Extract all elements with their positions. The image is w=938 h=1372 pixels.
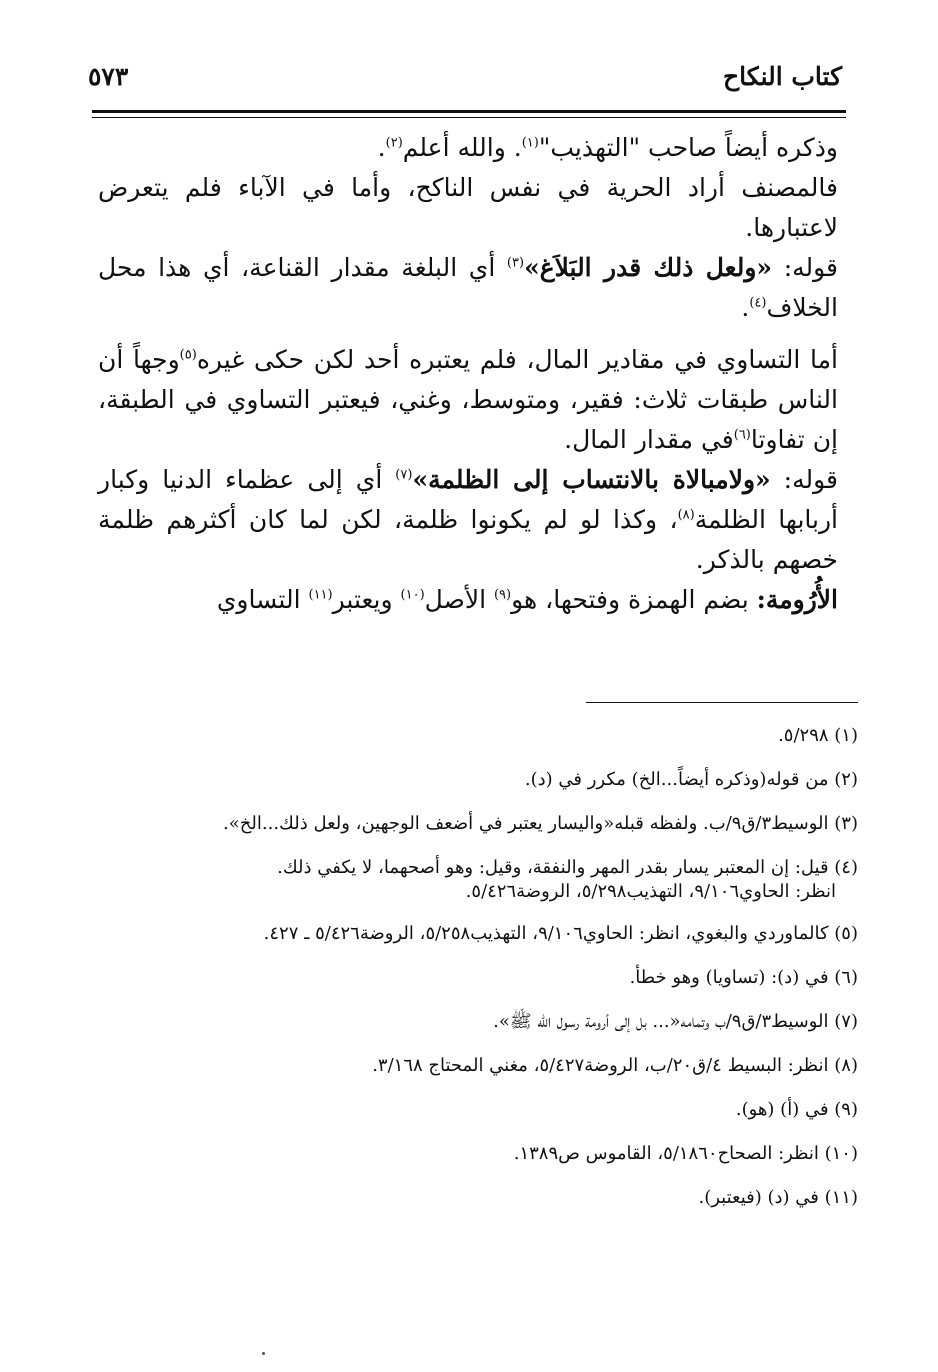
footnote-8: (٨) انظر: البسيط ٤/ق٢٠/ب، الروضة٥/٤٢٧، مغني المحتاج ٣/١٦٨. [372, 1055, 858, 1076]
paragraph-1 [98, 128, 838, 168]
paragraph-text: . والله أعلم [402, 133, 522, 162]
running-title: كتاب النكاح [723, 62, 842, 91]
paragraph-text: فالمصنف أراد الحرية في نفس الناكح، وأما في الآباء فلم يتعرض لاعتبارها. [98, 173, 838, 242]
footnote-7: (٧) الوسيط٣/ق٩/ب وتمامه«... بل إلى أرومة رسول الله ﷺ». [493, 1011, 858, 1032]
footnote-10: (١٠) انظر: الصحاح٥/١٨٦٠، القاموس ص١٣٨٩. [513, 1143, 858, 1164]
footnote-ref[interactable]: (١١) [308, 587, 333, 603]
paragraph-5 [98, 460, 838, 580]
footnote-ref[interactable]: (٣) [506, 255, 525, 271]
paragraph-6 [98, 580, 838, 620]
scan-speck [262, 1352, 265, 1355]
header-rule-thick [92, 110, 846, 113]
quoted-matn: «ولعل ذلك قدر البَلاَغ» [524, 253, 773, 282]
main-text [98, 128, 838, 620]
footnote-ref[interactable]: (٢) [385, 135, 403, 151]
footnote-11: (١١) في (د) (فيعتبر). [698, 1187, 858, 1208]
footnote-ref[interactable]: (٩) [493, 587, 512, 603]
footnote-separator [586, 702, 858, 703]
paragraph-text: التساوي [216, 585, 309, 614]
paragraph-text: وجهاً أن الناس طبقات ثلاث: فقير، ومتوسط، وغني، فيعتبر التساوي في الطبقة، إن تفاوتا [98, 345, 838, 454]
page-number: ٥٧٣ [88, 62, 129, 91]
paragraph-text: في مقدار المال. [564, 425, 734, 454]
paragraph-text: . [377, 133, 386, 162]
paragraph-text: الأصل [424, 585, 494, 614]
footnote-3: (٣) الوسيط٣/ق٩/ب. ولفظه قبله«واليسار يعتبر في أضعف الوجهين، ولعل ذلك...الخ». [223, 813, 858, 834]
paragraph-text: وذكره أيضاً صاحب "التهذيب" [538, 133, 838, 162]
paragraph-text: ويعتبر [332, 585, 401, 614]
page-header [88, 62, 842, 102]
footnote-ref[interactable]: (٦) [733, 427, 751, 443]
footnote-2: (٢) من قوله(وذكره أيضاً...الخ) مكرر في (د). [524, 769, 858, 790]
paragraph-text: أي إلى عظماء الدنيا وكبار أربابها الظلمة [98, 465, 838, 534]
paragraph-4 [98, 340, 838, 460]
footnote-ref[interactable]: (١٠) [400, 587, 425, 603]
header-rule-thin [92, 117, 846, 118]
paragraph-text: . [741, 293, 750, 322]
paragraph-text: بضم الهمزة وفتحها، هو [511, 585, 757, 614]
paragraph-text: قوله: [772, 253, 838, 282]
footnote-6: (٦) في (د): (تساويا) وهو خطأ. [629, 967, 858, 988]
footnote-4-line-2: انظر: الحاوي٩/١٠٦، التهذيب٥/٢٩٨، الروضة٥/٤٢٦. [465, 881, 836, 902]
footnote-4-line-1: (٤) قيل: إن المعتبر يسار بقدر المهر والنفقة، وقيل: وهو أصحهما، لا يكفي ذلك. [277, 857, 858, 878]
paragraph-text: قوله: [770, 465, 838, 494]
footnote-1: (١) ٥/٢٩٨. [778, 725, 858, 746]
paragraph-text: ، وكذا لو لم يكونوا ظلمة، لكن لما كان أكثرهم ظلمة خصهم بالذكر. [98, 505, 838, 574]
footnote-ref[interactable]: (٥) [179, 347, 197, 363]
footnote-4 [96, 856, 858, 904]
paragraph-text: أما التساوي في مقادير المال، فلم يعتبره أحد لكن حكى غيره [196, 345, 839, 374]
footnotes [96, 724, 858, 1230]
quoted-matn: «ولامبالاة بالانتساب إلى الظلمة» [412, 465, 771, 494]
footnote-9: (٩) في (أ) (هو). [735, 1099, 858, 1120]
paragraph-3 [98, 248, 838, 328]
footnote-ref[interactable]: (١) [521, 135, 539, 151]
footnote-ref[interactable]: (٧) [395, 467, 413, 483]
defined-term: الأُرُومة: [756, 585, 838, 614]
footnote-5: (٥) كالماوردي والبغوي، انظر: الحاوي٩/١٠٦، التهذيب٥/٢٥٨، الروضة٥/٤٢٦ ـ ٤٢٧. [263, 923, 858, 944]
paragraph-text: أي البلغة مقدار القناعة، أي هذا محل الخلاف [98, 253, 838, 322]
footnote-ref[interactable]: (٨) [677, 507, 695, 523]
footnote-ref[interactable]: (٤) [749, 295, 767, 311]
paragraph-2 [98, 168, 838, 248]
